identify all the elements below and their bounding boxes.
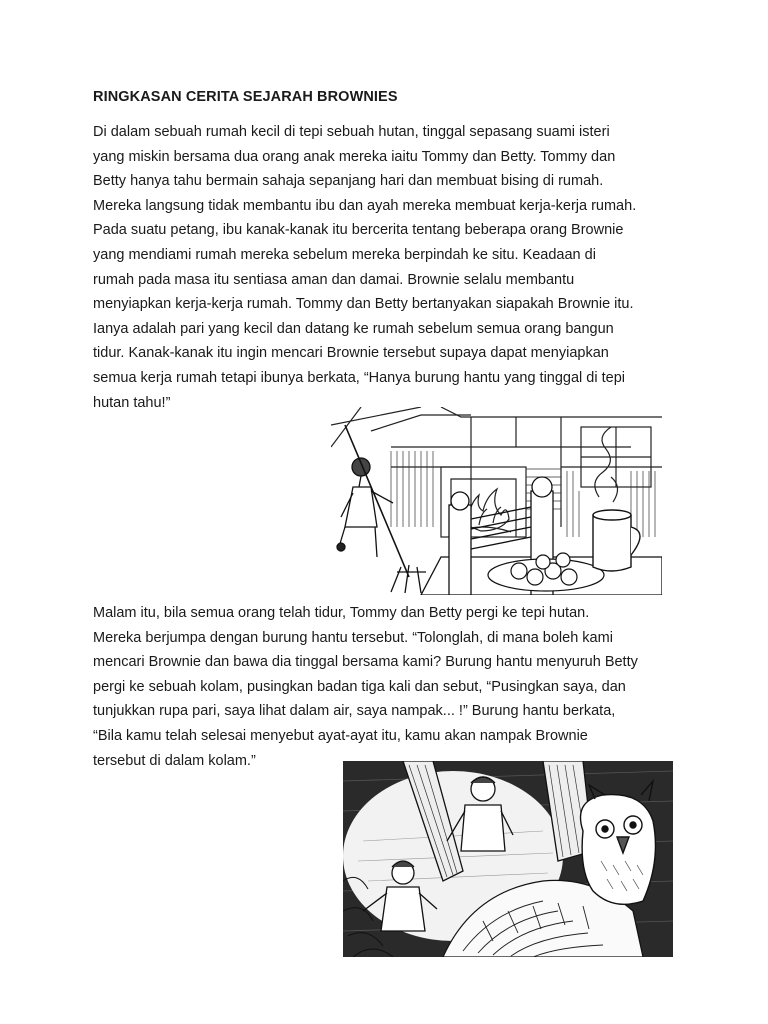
paragraph-line: tersebut di dalam kolam.” — [93, 752, 256, 769]
paragraph-line: Di dalam sebuah rumah kecil di tepi sebuah hutan, tinggal sepasang suami isteri — [93, 124, 610, 140]
paragraph-line: Mereka langsung tidak membantu ibu dan ayah mereka membuat kerja-kerja rumah. — [93, 197, 637, 214]
paragraph-line: yang mendiami rumah mereka sebelum mereka berpindah ke situ. Keadaan di — [93, 246, 596, 263]
paragraph-2 — [93, 601, 693, 773]
paragraph-line: semua kerja rumah tetapi ibunya berkata, “Hanya burung hantu yang tinggal di tepi — [93, 369, 625, 386]
paragraph-line: hutan tahu!” — [93, 394, 171, 411]
paragraph-line: yang miskin bersama dua orang anak mereka iaitu Tommy dan Betty. Tommy dan — [93, 148, 616, 165]
paragraph-line: Pada suatu petang, ibu kanak-kanak itu bercerita tentang beberapa orang Brownie — [93, 222, 624, 239]
paragraph-line: tidur. Kanak-kanak itu ingin mencari Brownie tersebut supaya dapat menyiapkan — [93, 345, 609, 362]
paragraph-line: Mereka berjumpa dengan burung hantu tersebut. “Tolonglah, di mana boleh kami — [93, 629, 613, 646]
fireplace-scene-drawing — [331, 407, 662, 595]
owl-forest-drawing — [343, 761, 673, 957]
paragraph-line: “Bila kamu telah selesai menyebut ayat-ayat itu, kamu akan nampak Brownie — [93, 727, 588, 744]
document-title: RINGKASAN CERITA SEJARAH BROWNIES — [93, 89, 398, 105]
paragraph-line: Betty hanya tahu bermain sahaja sepanjang hari dan membuat bising di rumah. — [93, 173, 604, 190]
paragraph-line: rumah pada masa itu sentiasa aman dan damai. Brownie selalu membantu — [93, 271, 575, 288]
paragraph-1 — [93, 120, 693, 415]
paragraph-line: Malam itu, bila semua orang telah tidur, Tommy dan Betty pergi ke tepi hutan. — [93, 605, 590, 621]
paragraph-line: pergi ke sebuah kolam, pusingkan badan tiga kali dan sebut, “Pusingkan saya, dan — [93, 678, 626, 695]
illustration-owl-forest — [343, 761, 673, 957]
illustration-fireplace-sweeping — [331, 407, 662, 595]
paragraph-line: Ianya adalah pari yang kecil dan datang ke rumah sebelum semua orang bangun — [93, 320, 614, 337]
paragraph-line: menyiapkan kerja-kerja rumah. Tommy dan Betty bertanyakan siapakah Brownie itu. — [93, 296, 634, 313]
paragraph-line: tunjukkan rupa pari, saya lihat dalam air, saya nampak... !” Burung hantu berkata, — [93, 703, 616, 720]
paragraph-line: mencari Brownie dan bawa dia tinggal bersama kami? Burung hantu menyuruh Betty — [93, 654, 638, 671]
